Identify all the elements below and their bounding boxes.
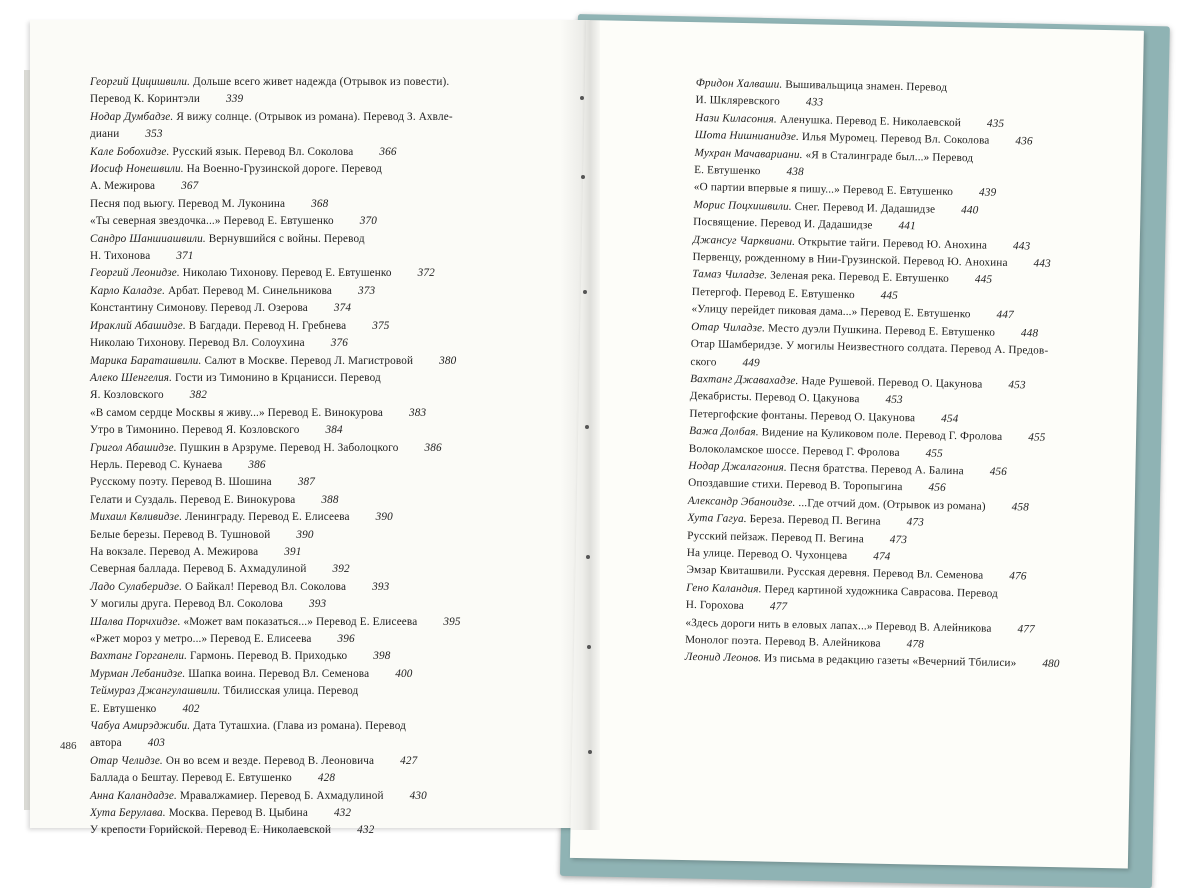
page-ref: 477 xyxy=(1017,622,1035,636)
page-number: 486 xyxy=(60,740,77,752)
author-name: Леонид Леонов. xyxy=(684,651,762,665)
work-title: Из письма в редакцию газеты «Вечерний Тбилиси» xyxy=(761,652,1017,670)
work-title: Е. Евтушенко xyxy=(90,702,157,715)
page-ref: 433 xyxy=(805,96,824,109)
page-ref: 376 xyxy=(330,337,349,350)
work-title: Гости из Тимонино в Крцанисси. Перевод xyxy=(172,371,381,384)
author-name: Фридон Халваши. xyxy=(695,76,783,91)
page-ref: 477 xyxy=(769,600,788,614)
contents-line xyxy=(90,527,461,544)
work-title: Волоколамское шоссе. Перевод Г. Фролова xyxy=(688,442,900,459)
work-title: «Улицу перейдет пиковая дама...» Перевод Е. Евтушенко xyxy=(691,303,971,321)
work-title: Монолог поэта. Перевод В. Алейникова xyxy=(685,633,881,650)
work-title: Гелати и Суздаль. Перевод Е. Винокурова xyxy=(90,493,296,506)
author-name: Мухран Мачавариани. xyxy=(694,146,803,161)
author-name: Нази Киласония. xyxy=(695,111,778,126)
page-ref: 443 xyxy=(1033,257,1051,270)
work-title: У крепости Горийской. Перевод Е. Николаевской xyxy=(90,824,332,837)
contents-line xyxy=(90,353,461,370)
work-title: Белые березы. Перевод В. Тушновой xyxy=(90,528,271,541)
work-title: Русский пейзаж. Перевод П. Вегина xyxy=(687,529,864,545)
binding-stitch xyxy=(580,96,584,100)
work-title: Ленинграду. Перевод Е. Елисеева xyxy=(182,511,350,524)
work-title: Тбилисская улица. Перевод xyxy=(220,685,359,698)
work-title: Северная баллада. Перевод Б. Ахмадулиной xyxy=(90,563,307,576)
contents-line xyxy=(90,631,461,648)
work-title: Дата Туташхиа. (Глава из романа). Перевод xyxy=(190,720,406,733)
work-title: Береза. Перевод П. Вегина xyxy=(746,513,881,528)
page-ref: 371 xyxy=(176,250,194,263)
author-name: Иосиф Нонешвили. xyxy=(90,163,184,176)
author-name: Джансуг Чарквиани. xyxy=(692,233,796,248)
page-ref: 454 xyxy=(941,412,959,425)
author-name: Анна Каландадзе. xyxy=(90,789,177,802)
page-ref: 440 xyxy=(961,203,979,217)
contents-line xyxy=(90,509,461,526)
page-ref: 455 xyxy=(1028,431,1046,444)
page-ref: 478 xyxy=(906,638,925,651)
page-ref: 439 xyxy=(978,186,997,200)
author-name: Тамаз Чиладзе. xyxy=(692,268,768,282)
contents-line xyxy=(90,753,461,770)
work-title: На улице. Перевод О. Чухонцева xyxy=(686,546,848,562)
work-title: Русскому поэту. Перевод В. Шошина xyxy=(90,476,272,489)
work-title: ского xyxy=(690,355,717,368)
work-title: Салют в Москве. Перевод Л. Магистровой xyxy=(201,354,414,367)
binding-stitch xyxy=(585,425,589,429)
contents-line xyxy=(90,370,461,387)
work-title: Нерль. Перевод С. Кунаева xyxy=(90,458,223,471)
work-title: Перед картиной художника Саврасова. Перевод xyxy=(761,583,999,600)
binding-stitch xyxy=(586,555,590,559)
page-ref: 383 xyxy=(409,406,427,419)
work-title: У могилы друга. Перевод Вл. Соколова xyxy=(90,598,283,611)
page-ref: 395 xyxy=(443,615,461,628)
author-name: Морис Поцхишвили. xyxy=(693,198,792,213)
page-ref: 458 xyxy=(1011,500,1030,514)
page-ref: 432 xyxy=(357,824,375,837)
page-ref: 474 xyxy=(873,550,891,563)
page-ref: 393 xyxy=(309,598,327,611)
page-ref: 366 xyxy=(379,145,397,158)
work-title: Пушкин в Арзруме. Перевод Н. Заболоцкого xyxy=(176,441,399,454)
page-ref: 372 xyxy=(417,267,435,280)
author-name: Шалва Порчхидзе. xyxy=(90,615,181,628)
author-name: Гено Каландия. xyxy=(686,581,762,596)
contents-line xyxy=(90,405,461,422)
work-title: Место дуэли Пушкина. Перевод Е. Евтушенко xyxy=(764,322,996,339)
work-title: На вокзале. Перевод А. Межирова xyxy=(90,545,259,558)
work-title: И. Шкляревского xyxy=(695,94,781,109)
work-title: В Багдади. Перевод Н. Гребнева xyxy=(185,319,347,332)
contents-line xyxy=(90,178,461,195)
work-title: Петергофские фонтаны. Перевод О. Цакунова xyxy=(689,407,916,424)
contents-line xyxy=(90,735,461,752)
contents-line xyxy=(90,161,461,178)
author-name: Георгий Леонидзе. xyxy=(90,267,180,280)
contents-line xyxy=(90,822,461,839)
page-ref: 473 xyxy=(906,516,925,529)
contents-line xyxy=(90,231,461,248)
page-ref: 432 xyxy=(333,807,352,820)
page-ref: 388 xyxy=(321,493,339,506)
contents-line xyxy=(90,74,461,91)
author-name: Георгий Цицишвили. xyxy=(90,76,191,88)
work-title: Гармонь. Перевод В. Приходько xyxy=(187,650,348,663)
work-title: Перевод К. Коринтэли xyxy=(90,93,201,106)
work-title: Опоздавшие стихи. Перевод В. Торопыгина xyxy=(688,477,903,494)
page-ref: 374 xyxy=(333,302,352,315)
author-name: Михаил Квливидзе. xyxy=(90,511,183,524)
page-ref: 449 xyxy=(742,356,760,369)
author-name: Шота Нишнианидзе. xyxy=(694,129,800,144)
work-title: «Ты северная звездочка...» Перевод Е. Евтушенко xyxy=(90,215,334,228)
work-title: «В самом сердце Москвы я живу...» Перевод Е. Винокурова xyxy=(90,406,383,419)
book-gutter xyxy=(560,20,600,830)
work-title: Баллада о Бештау. Перевод Е. Евтушенко xyxy=(90,772,292,785)
binding-stitch xyxy=(587,645,591,649)
page-ref: 430 xyxy=(409,789,427,802)
author-name: Алеко Шенгелия. xyxy=(90,371,173,384)
contents-line xyxy=(90,265,461,282)
page-ref: 396 xyxy=(337,633,355,645)
work-title: На Военно-Грузинской дороге. Перевод xyxy=(183,163,383,176)
page-ref: 455 xyxy=(925,447,943,460)
work-title: Москва. Перевод В. Цыбина xyxy=(165,807,308,820)
page-ref: 476 xyxy=(1009,570,1027,583)
page-ref: 380 xyxy=(439,354,457,367)
page-ref: 367 xyxy=(181,180,199,193)
contents-line xyxy=(90,770,461,787)
binding-stitch xyxy=(583,290,587,294)
work-title: Вернувшийся с войны. Перевод xyxy=(205,232,365,245)
page-ref: 393 xyxy=(372,580,390,593)
author-name: Нодар Думбадзе. xyxy=(90,110,174,123)
page-ref: 403 xyxy=(147,737,165,750)
author-name: Чабуа Амирэджиби. xyxy=(90,720,191,733)
author-name: Нодар Джалагония. xyxy=(688,459,787,474)
work-title: Аленушка. Перевод Е. Николаевской xyxy=(776,113,962,129)
page-ref: 398 xyxy=(373,650,391,663)
work-title: Н. Горохова xyxy=(685,599,745,613)
author-name: Ираклий Абашидзе. xyxy=(90,319,186,332)
page-ref: 392 xyxy=(332,563,350,576)
work-title: Н. Тихонова xyxy=(90,250,151,263)
page-ref: 438 xyxy=(786,165,804,179)
work-title: «Ржет мороз у метро...» Перевод Е. Елисеева xyxy=(90,633,312,645)
page-ref: 428 xyxy=(317,772,336,785)
binding-stitch xyxy=(581,175,585,179)
page-ref: 427 xyxy=(400,754,418,767)
page-ref: 453 xyxy=(1008,378,1026,392)
page-ref: 435 xyxy=(986,117,1005,130)
work-title: О Байкал! Перевод Вл. Соколова xyxy=(182,580,347,593)
work-title: Наде Рушевой. Перевод О. Цакунова xyxy=(798,374,983,391)
contents-line xyxy=(90,666,461,683)
work-title: Посвящение. Перевод И. Дадашидзе xyxy=(693,216,873,232)
page-ref: 386 xyxy=(424,441,442,454)
work-title: А. Межирова xyxy=(90,180,156,193)
contents-line xyxy=(90,335,461,352)
right-contents-column xyxy=(685,75,1071,674)
work-title: Арбат. Перевод М. Синельникова xyxy=(165,284,332,297)
author-name: Теймураз Джангулашвили. xyxy=(90,685,221,698)
contents-line xyxy=(90,196,461,213)
work-title: Николаю Тихонову. Перевод Е. Евтушенко xyxy=(179,267,392,280)
work-title: Утро в Тимонино. Перевод Я. Козловского xyxy=(90,424,300,437)
work-title: Отар Шамберидзе. У могилы Неизвестного солдата. Перевод А. Предов- xyxy=(690,338,1049,357)
work-title: Песня под вьюгу. Перевод М. Луконина xyxy=(90,197,286,210)
page-ref: 441 xyxy=(898,220,916,233)
contents-line xyxy=(90,213,461,230)
binding-stitch xyxy=(588,750,592,754)
left-contents-column xyxy=(90,74,461,840)
page-ref: 391 xyxy=(284,545,302,558)
page-ref: 382 xyxy=(189,389,208,402)
author-name: Вахтанг Джавахадзе. xyxy=(690,372,799,387)
page-ref: 390 xyxy=(296,528,314,541)
work-title: Снег. Перевод И. Дадашидзе xyxy=(791,200,936,216)
work-title: автора xyxy=(90,737,122,750)
work-title: Шапка воина. Перевод Вл. Семенова xyxy=(185,667,370,680)
contents-line xyxy=(90,440,461,457)
author-name: Мурман Лебанидзе. xyxy=(90,667,186,680)
contents-line xyxy=(90,109,461,126)
page-ref: 445 xyxy=(880,289,899,302)
contents-line xyxy=(90,422,461,439)
author-name: Отар Челидзе. xyxy=(90,754,163,767)
page-ref: 368 xyxy=(311,197,329,210)
author-name: Хута Гагуа. xyxy=(687,512,747,526)
page-ref: 387 xyxy=(297,476,316,489)
work-title: Илья Муромец. Перевод Вл. Соколова xyxy=(798,131,990,147)
page-ref: 436 xyxy=(1015,135,1033,148)
page-ref: 456 xyxy=(989,465,1008,478)
work-title: Зеленая река. Перевод Е. Евтушенко xyxy=(767,269,950,286)
author-name: Хута Берулава. xyxy=(90,807,166,820)
work-title: «О партии впервые я пишу...» Перевод Е. Евтушенко xyxy=(693,181,954,199)
work-title: ...Где отчий дом. (Отрывок из романа) xyxy=(795,496,986,513)
page-ref: 373 xyxy=(358,284,376,297)
page-ref: 339 xyxy=(226,93,244,106)
work-title: Он во всем и везде. Перевод В. Леоновича xyxy=(162,754,375,767)
work-title: Дольше всего живет надежда (Отрывок из повести). xyxy=(190,76,450,88)
work-title: Первенцу, рожденному в Нии-Грузинской. Перевод Ю. Анохина xyxy=(692,251,1008,270)
page-ref: 400 xyxy=(395,667,413,680)
work-title: Открытие тайги. Перевод Ю. Анохина xyxy=(795,235,988,252)
author-name: Вахтанг Горганели. xyxy=(90,650,188,663)
contents-line xyxy=(90,387,461,404)
contents-line xyxy=(90,805,461,822)
author-name: Отар Чиладзе. xyxy=(691,320,766,335)
page-ref: 386 xyxy=(248,458,266,471)
page-ref: 353 xyxy=(145,128,163,141)
contents-line xyxy=(90,544,461,561)
page-ref: 456 xyxy=(928,481,946,495)
page-ref: 443 xyxy=(1012,239,1031,253)
contents-line xyxy=(90,788,461,805)
contents-line xyxy=(90,144,461,161)
contents-line xyxy=(90,648,461,665)
page-ref: 370 xyxy=(359,215,377,228)
page-ref: 473 xyxy=(889,533,908,546)
work-title: Вышивальщица знамен. Перевод xyxy=(782,78,948,94)
work-title: Песня братства. Перевод А. Балина xyxy=(786,461,964,478)
work-title: Мравалжамиер. Перевод Б. Ахмадулиной xyxy=(176,789,384,802)
work-title: Эмзар Квиташвили. Русская деревня. Перевод Вл. Семенова xyxy=(686,564,984,582)
author-name: Ладо Сулаберидзе. xyxy=(90,580,183,593)
contents-line xyxy=(90,718,461,735)
work-title: Декабристы. Перевод О. Цакунова xyxy=(689,390,860,406)
contents-line xyxy=(90,91,461,108)
work-title: диани xyxy=(90,128,120,141)
contents-line xyxy=(90,474,461,491)
author-name: Важа Долбая. xyxy=(689,425,759,439)
work-title: Петергоф. Перевод Е. Евтушенко xyxy=(691,285,855,301)
contents-line xyxy=(90,614,461,631)
page-ref: 448 xyxy=(1020,326,1039,340)
work-title: Русский язык. Перевод Вл. Соколова xyxy=(169,145,354,158)
page-ref: 453 xyxy=(885,394,903,407)
page-ref: 390 xyxy=(375,511,393,524)
contents-line xyxy=(90,126,461,143)
work-title: Е. Евтушенко xyxy=(694,164,761,178)
contents-line xyxy=(90,492,461,509)
work-title: Я. Козловского xyxy=(90,389,164,402)
author-name: Сандро Шаншиашвили. xyxy=(90,232,206,245)
page-ref: 384 xyxy=(325,424,343,437)
contents-line xyxy=(90,248,461,265)
work-title: «Я в Сталинграде был...» Перевод xyxy=(802,148,974,164)
work-title: Николаю Тихонову. Перевод Вл. Солоухина xyxy=(90,337,305,350)
contents-line xyxy=(90,318,461,335)
contents-line xyxy=(90,300,461,317)
page-ref: 480 xyxy=(1042,658,1060,671)
work-title: Константину Симонову. Перевод Л. Озерова xyxy=(90,302,308,315)
work-title: «Может вам показаться...» Перевод Е. Елисеева xyxy=(180,615,418,628)
page-ref: 447 xyxy=(996,309,1014,322)
contents-line xyxy=(90,283,461,300)
author-name: Карло Каладзе. xyxy=(90,284,166,297)
contents-line xyxy=(90,457,461,474)
contents-line xyxy=(90,579,461,596)
page-ref: 375 xyxy=(372,319,390,332)
contents-line xyxy=(90,683,461,700)
page-ref: 445 xyxy=(974,273,993,287)
work-title: «Здесь дороги нить в еловых лапах...» Перевод В. Алейникова xyxy=(685,616,992,635)
work-title: Видение на Куликовом поле. Перевод Г. Фролова xyxy=(758,426,1003,444)
author-name: Александр Эбаноидзе. xyxy=(687,494,796,509)
contents-line xyxy=(90,561,461,578)
work-title: Я вижу солнце. (Отрывок из романа). Перевод З. Ахвле- xyxy=(173,110,453,123)
author-name: Марика Бараташвили. xyxy=(90,354,202,367)
contents-line xyxy=(90,596,461,613)
author-name: Кале Бобохидзе. xyxy=(90,145,170,158)
page-ref: 402 xyxy=(182,702,200,715)
contents-line xyxy=(90,701,461,718)
author-name: Григол Абашидзе. xyxy=(90,441,177,454)
